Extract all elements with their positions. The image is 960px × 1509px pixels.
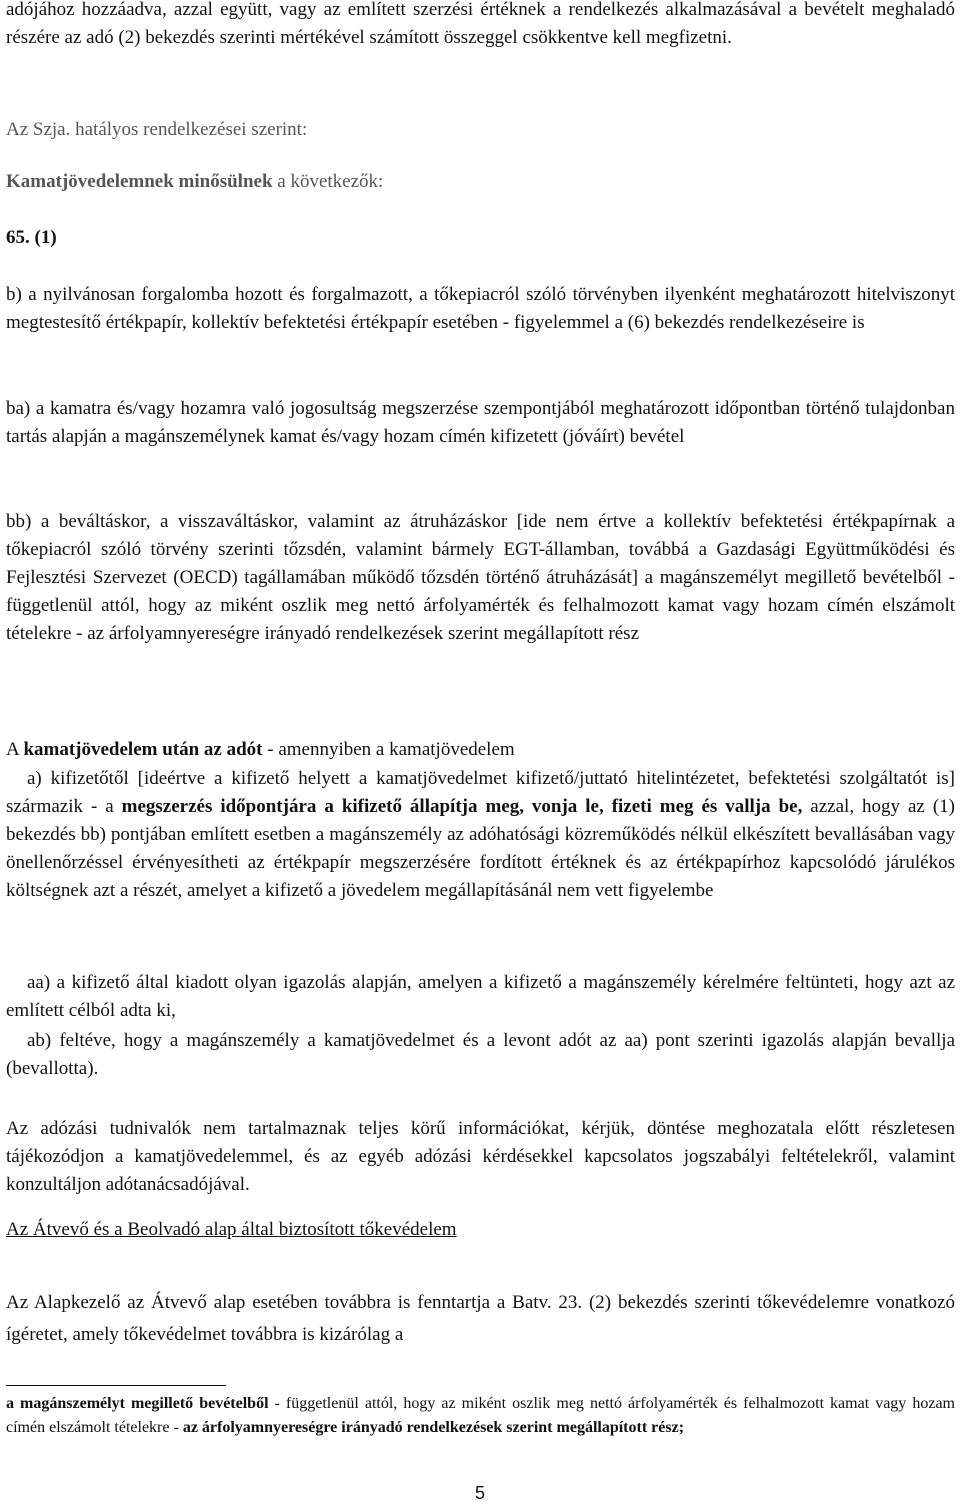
paragraph-aa: aa) a kifizető által kiadott olyan igazolás alapján, amelyen a kifizető a magánszemély kérelmére feltünteti, hogy azt az említett célból adta ki, [6,972,955,1021]
section-reference-text: 65. (1) [6,227,57,248]
szja-heading: Az Szja. hatályos rendelkezései szerint: [6,119,308,140]
section-heading [6,1216,955,1244]
paragraph-a-end: azzal, hogy az (1) bekezdés bb) pontjában említett esetben a magánszemély az adóhatósági közreműködés nélkül elkészített bevallásában vagy önellenőrzéssel érvényesítheti az értékpapír megszerzésére fordított értéknek és az értékpapírhoz kapcsolódó járulékos költségnek azt a részét, amelyet a kifizető a jövedelem megállapításánál nem vett figyelembe [6,796,955,901]
tax-paragraph-end: - amennyiben a kamatjövedelem [262,739,515,760]
paragraph-a-start: a) kifizetőtől [ideértve a kifizető helyett a kamatjövedelmet kifizető/juttató hitelintézetet, befektetési szolgáltatót is] származik - a [6,768,955,817]
footnote [6,1392,955,1440]
tax-paragraph [6,736,955,764]
section-heading-text: Az Átvevő és a Beolvadó alap által biztosított tőkevédelem [6,1219,457,1240]
page-number: 5 [474,1483,485,1503]
disclaimer-paragraph: Az adózási tudnivalók nem tartalmaznak teljes körű információkat, kérjük, döntése meghozatala előtt részletesen tájékozódjon a kamatjövedelemmel, és az egyéb adózási kérdésekkel kapcsolatos jogszabályi feltételekről, valamint konzultáljon adótanácsadójával. [6,1118,955,1195]
last-paragraph: Az Alapkezelő az Átvevő alap esetében továbbra is fenntartja a Batv. 23. (2) bekezdés szerinti tőkevédelemre vonatkozó ígéretet, amely tőkevédelmet továbbra is kizárólag a [6,1292,955,1345]
footnote-bold-end: az árfolyamnyereségre irányadó rendelkezések szerint megállapított rész; [182,1419,685,1436]
footnote-divider [6,1385,226,1386]
paragraph-ba: ba) a kamatra és/vagy hozamra való jogosultság megszerzése szempontjából meghatározott időpontban történő tulajdonban tartás alapján a magánszemélynek kamat és/vagy hozam címén kifizetett (jóváírt) bevétel [6,398,955,447]
kamat-definition-rest: a következők: [272,171,384,192]
tax-paragraph-start: A [6,739,24,760]
intro-paragraph: adójához hozzáadva, azzal együtt, vagy az említett szerzési értéknek a rendelkezés alkalmazásával a bevételt meghaladó részére az adó (2) bekezdés szerinti mértékével számított összeggel csökkentve kell megfizetni. [6,0,955,48]
paragraph-a [6,765,955,905]
paragraph-a-bold: megszerzés időpontjára a kifizető állapítja meg, vonja le, fizeti meg és vallja be, [121,796,803,817]
tax-paragraph-bold: kamatjövedelem után az adót [23,739,263,760]
section-reference [6,224,955,252]
kamat-definition-bold: Kamatjövedelemnek minősülnek [6,171,273,192]
paragraph-bb: bb) a beváltáskor, a visszaváltáskor, valamint az átruházáskor [ide nem értve a kollektív befektetési értékpapírnak a tőkepiacról szóló törvény szerinti tőzsdén, valamint bármely EGT-államban, továbbá a Gazdasági Együttműködési és Fejlesztési Szervezet (OECD) tagállamában működő tőzsdén történő átruházását] a magánszemélyt megillető bevételből - függetlenül attól, hogy az miként oszlik meg nettó árfolyamérték és felhalmozott kamat vagy hozam címén elszámolt tételekre - az árfolyamnyereségre irányadó rendelkezések szerint megállapított rész [6,511,955,644]
paragraph-b: b) a nyilvánosan forgalomba hozott és forgalmazott, a tőkepiacról szóló törvényben ilyenként meghatározott hitelviszonyt megtestesítő értékpapír, kollektív befektetési értékpapír esetében - figyelemmel a (6) bekezdés rendelkezéseire is [6,284,955,333]
footnote-bold-start: a magánszemélyt megillető bevételből [6,1395,269,1412]
paragraph-ab: ab) feltéve, hogy a magánszemély a kamatjövedelmet és a levont adót az aa) pont szerinti igazolás alapján bevallja (bevallotta). [6,1030,955,1079]
footnote-text: - függetlenül attól, hogy az miként oszlik meg nettó árfolyamérték és felhalmozott kamat vagy hozam címén elszámolt tételekre - [6,1395,955,1436]
kamat-definition [6,168,955,196]
